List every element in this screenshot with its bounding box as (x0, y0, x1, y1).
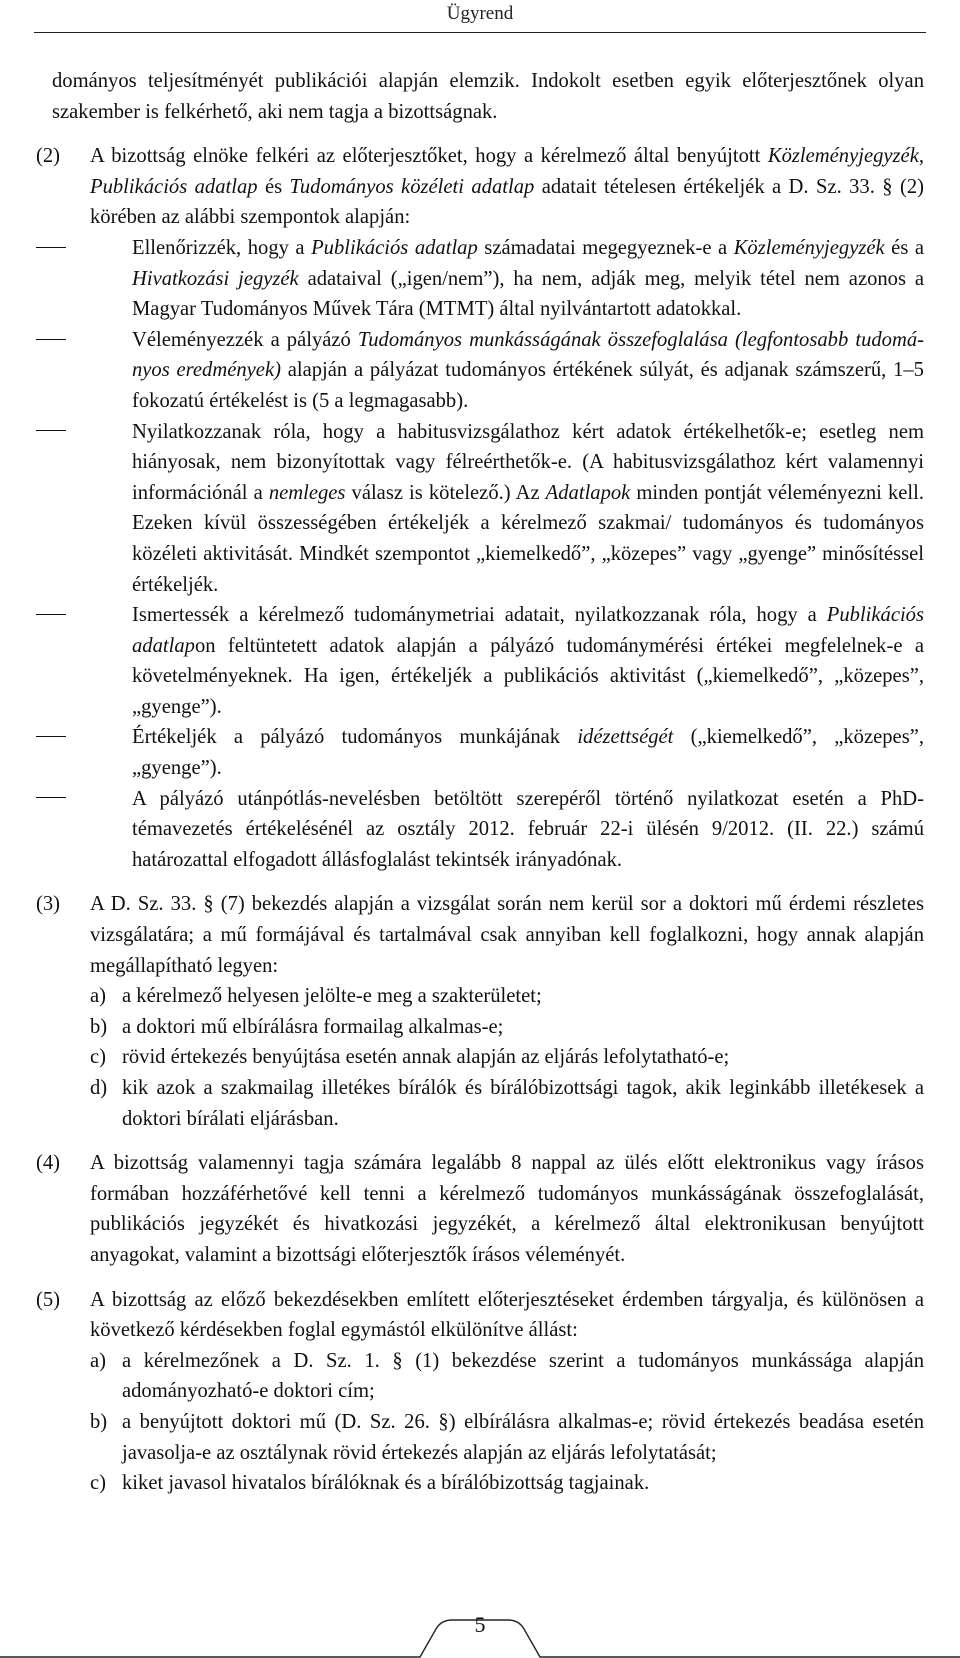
criteria-item (90, 784, 924, 876)
text-run: minden pontját véleményezni kell. Ezeken kívül összességében értékeljék a kérelmező szakmai/ tudományos és tudományos közéleti aktivitását. Mindkét szempontot „kiemelkedő”, „közepes” vagy „gyenge” minősítéssel értékeljék. (132, 481, 924, 596)
italic-run: Közleményjegyzék (733, 236, 885, 259)
text-run: A pályázó utánpótlás-nevelésben betöltött szerepéről történő nyilatkozat esetén a PhD-témavezetés értékelésénél az osztály 2012. február 22-i ülésén 9/2012. (II. 22.) számú határozattal elfogadott állásfoglalást tekintsék irányadónak. (132, 787, 924, 871)
paragraph-2 (36, 141, 924, 875)
list-item-text: a doktori mű elbírálásra formailag alkalmas-e; (122, 1015, 504, 1038)
dash-marker (36, 722, 76, 753)
running-header (0, 0, 960, 32)
dash-marker (36, 600, 76, 631)
text-run: Ellenőrizzék, hogy a (132, 236, 312, 259)
criteria-item (90, 600, 924, 722)
text-run: válasz is kötelező.) Az (345, 481, 546, 504)
dash-marker (36, 233, 76, 264)
paragraph-number: (5) (36, 1288, 61, 1311)
text-run: Véleményezzék a pályázó (132, 328, 358, 351)
text-run: Ismertessék a kérelmező tudománymetriai adatait, nyilatkozzanak róla, hogy a (132, 604, 827, 627)
criteria-item (90, 325, 924, 417)
italic-run: Tudományos közéleti adatlap (289, 175, 535, 198)
italic-run: Publikációs adatlap (132, 604, 924, 657)
text-run: , (918, 145, 924, 168)
text-run: alapján a pályázat tudományos értékének súlyát, és adjanak számszerű, 1–5 fokozatú értékelést is (5 a legmagasabb). (132, 359, 924, 412)
paragraph-number: (4) (36, 1152, 61, 1175)
italic-run: Hivatkozási jegyzék (132, 267, 299, 290)
list-item-text: rövid értekezés benyújtása esetén annak alapján az eljárás lefolytatható-e; (122, 1046, 730, 1069)
list-item-marker: b) (90, 1015, 108, 1038)
text-run: A bizottság elnöke felkéri az előterjesztőket, hogy a kérelmező által benyújtott (90, 145, 768, 168)
paragraph-5-lead: A bizottság az előző bekezdésekben említett előterjesztéseket érdemben tárgyalja, és különösen a következő kérdésekben foglal egymástól elkülönítve állást: (90, 1288, 924, 1342)
italic-run: idézettségét (577, 726, 674, 749)
document-body (36, 66, 924, 1499)
criteria-list (36, 233, 924, 875)
paragraph-number: (3) (36, 893, 61, 916)
criteria-item (90, 233, 924, 325)
dash-marker (36, 417, 76, 448)
paragraph-3-list (90, 981, 924, 1134)
criteria-item (90, 722, 924, 783)
list-item (90, 1346, 924, 1407)
paragraph-number: (2) (36, 145, 61, 168)
list-item (90, 1012, 924, 1043)
paragraph-4 (36, 1148, 924, 1270)
list-item-text: a kérelmezőnek a D. Sz. 1. § (1) bekezdése szerint a tudományos munkássága alapján adományozható-e doktori cím; (122, 1349, 924, 1403)
list-item-marker: a) (90, 985, 106, 1008)
paragraph-4-text: A bizottság valamennyi tagja számára legalább 8 nappal az ülés előtt elektronikus vagy írásos formában hozzáférhetővé kell tenni a kérelmező tudományos munkásságának összefoglalását, publikációs jegyzékét és hivatkozási jegyzékét, a kérelmező által elektronikusan benyújtott anyagokat, valamint a bizottsági előterjesztők írásos véleményét. (90, 1152, 924, 1266)
italic-run: Adatlapok (545, 481, 631, 504)
italic-run: Publikációs adatlap (311, 236, 478, 259)
list-item-marker: b) (90, 1410, 108, 1433)
list-item-text: a benyújtott doktori mű (D. Sz. 26. §) elbírálásra alkalmas-e; rövid értekezés beadása esetén javasolja-e az osztálynak rövid értekezés alapján az eljárás lefolytatását; (122, 1410, 924, 1464)
list-item-marker: c) (90, 1472, 106, 1495)
page-number: 5 (474, 1612, 486, 1637)
italic-run: Közleményjegyzék (767, 145, 919, 168)
list-item-marker: d) (90, 1077, 108, 1099)
dash-marker (36, 784, 76, 815)
list-item (90, 1042, 924, 1073)
text-run: adatait tételesen értékeljék a D. Sz. 33. § (2) körében az alábbi szempontok alapján: (90, 175, 924, 229)
list-item-marker: a) (90, 1349, 106, 1372)
italic-run: Tudományos munkásságának összefoglalása (legfontosabb tudományos eredmények) (132, 328, 924, 382)
text-run: és a (884, 236, 924, 259)
paragraph-3-lead: A D. Sz. 33. § (7) bekezdés alapján a vizsgálat során nem kerül sor a doktori mű érdemi részletes vizsgálatára; a mű formájával és tartalmával csak annyiban kell foglalkozni, hogy annak alapján megállapítható legyen: (90, 893, 924, 977)
text-run: adataival („igen/nem”), ha nem, adják meg, melyik tétel nem azonos a Magyar Tudományos Művek Tára (MTMT) által nyilvántartott adatokkal. (132, 267, 924, 321)
list-item-text: kik azok a szakmailag illetékes bírálók és bírálóbizottsági tagok, akik leginkább illetékesek a doktori bírálati eljárásban. (122, 1077, 924, 1130)
text-run: és (257, 175, 290, 198)
criteria-item (90, 417, 924, 601)
text-run: Értékeljék a pályázó tudományos munkájának (132, 726, 578, 749)
list-item (90, 1073, 924, 1134)
italic-run: Publikációs adatlap (90, 175, 258, 198)
list-item-text: kiket javasol hivatalos bírálóknak és a bírálóbizottság tagjainak. (122, 1472, 650, 1495)
text-run: („kiemelkedő”, „közepes”, „gyenge”). (132, 726, 924, 780)
text-run: számadatai megegyeznek-e a (477, 236, 734, 259)
header-title: Ügyrend (446, 3, 514, 24)
continued-paragraph (36, 66, 924, 127)
paragraph-5-list (90, 1346, 924, 1499)
list-item (90, 1407, 924, 1468)
italic-run: nemleges (268, 481, 346, 504)
text-run: Nyilatkozzanak róla, hogy a habitusvizsgálathoz kért adatok értékelhetők-e; esetleg nem hiányosak, nem bizonyítottak vagy félreérthetők-e. (A habitusvizsgálathoz kért valamennyi információnál a (132, 420, 924, 504)
header-rule (34, 32, 926, 33)
text-run: dományos teljesítményét publikációi alapján elemzik. Indokolt esetben egyik előterjesztőnek olyan szakember is felkérhető, aki nem tagja a bizottságnak. (52, 70, 924, 123)
list-item-text: a kérelmező helyesen jelölte-e meg a szakterületet; (122, 985, 542, 1008)
text-run: on feltüntetett adatok alapján a pályázó tudománymérési értékei megfelelnek-e a követelményeknek. Ha igen, értékeljék a publikációs aktivitást („kiemelkedő”, „közepes”, „gyenge”). (132, 634, 924, 718)
list-item-marker: c) (90, 1046, 106, 1069)
dash-marker (36, 325, 76, 356)
list-item (90, 981, 924, 1012)
paragraph-5 (36, 1285, 924, 1499)
list-item (90, 1468, 924, 1499)
paragraph-2-lead (90, 141, 924, 233)
paragraph-3 (36, 889, 924, 1134)
